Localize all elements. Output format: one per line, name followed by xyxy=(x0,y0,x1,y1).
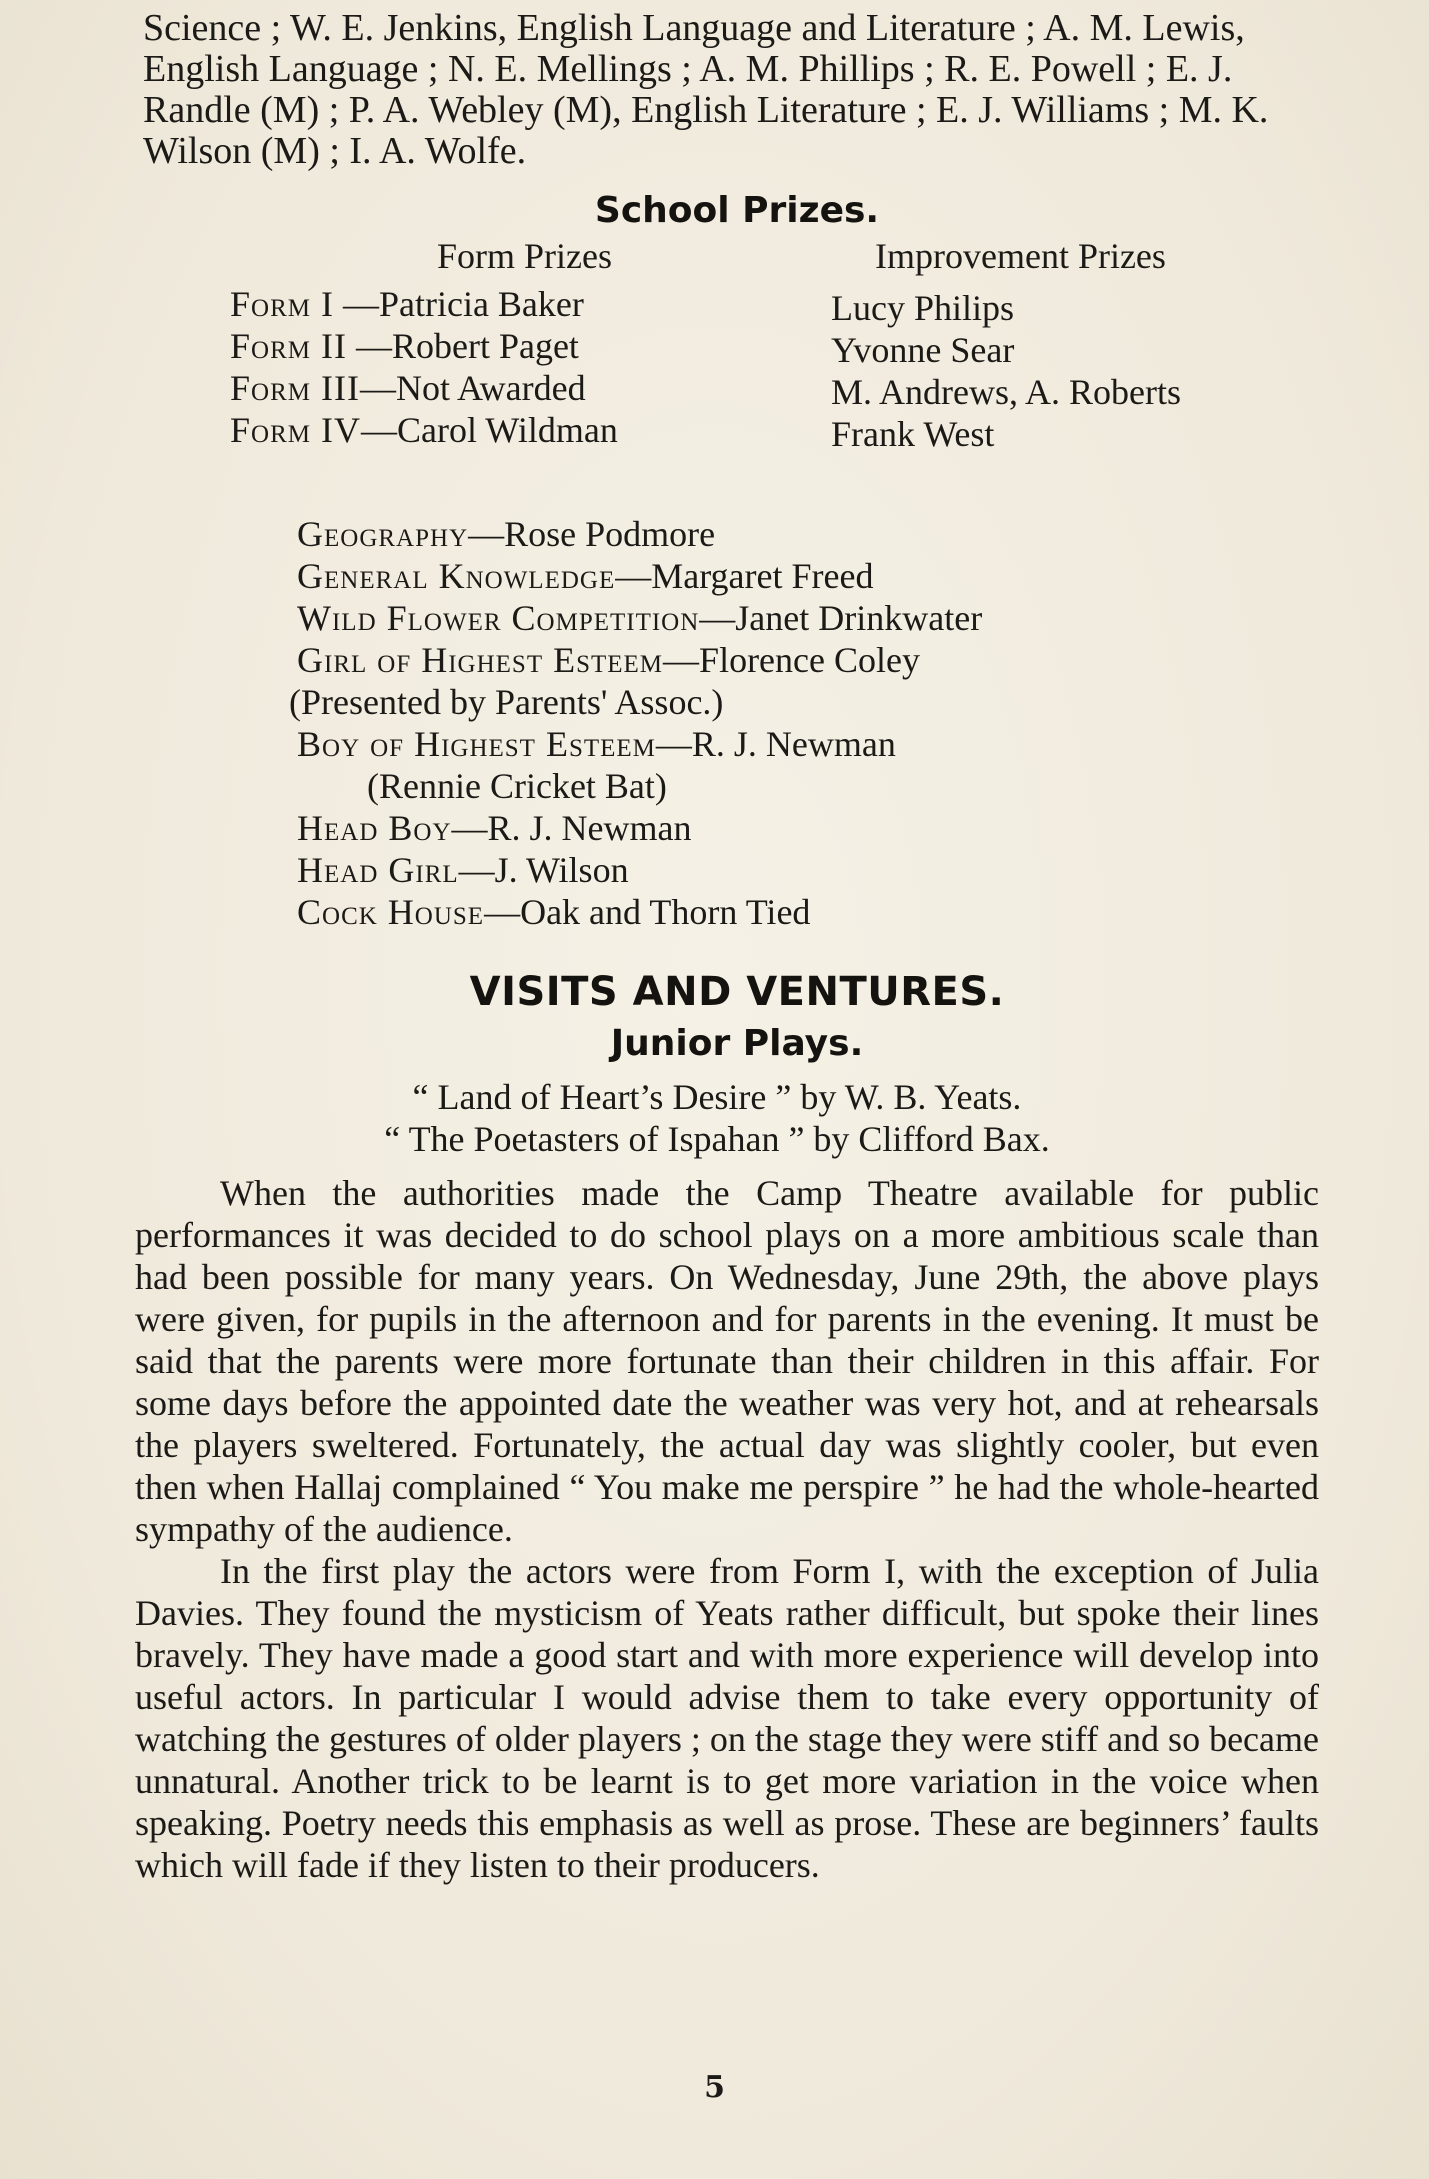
prize-winner: R. J. Newman xyxy=(691,724,896,764)
prize-winner: Rose Podmore xyxy=(504,514,716,554)
improvement-prizes-heading: Improvement Prizes xyxy=(875,236,1166,276)
play-title: “ Land of Heart’s Desire ” by W. B. Yeats. xyxy=(412,1077,1022,1117)
junior-plays-heading: Junior Plays. xyxy=(610,1023,864,1064)
prize-name: Head Girl xyxy=(297,850,459,890)
prize-name: Geography xyxy=(297,514,469,554)
special-prize-row: Head Girl—J. Wilson xyxy=(297,850,629,890)
prize-name: General Knowledge xyxy=(297,556,616,596)
special-prizes-list xyxy=(289,513,1339,933)
prize-winner: Florence Coley xyxy=(699,640,920,680)
form-prize-row xyxy=(230,367,618,409)
staff-list: Science ; W. E. Jenkins, English Language and Literature ; A. M. Lewis, English Language ; N. E. Mellings ; A. M. Phillips ; R. E. Powell ; E. J. Randle (M) ; P. A. Webley (M), English Literature ; E. J. Williams ; M. K. Wilson (M) ; I. A. Wolfe. xyxy=(143,7,1269,172)
form-name: Form II xyxy=(230,326,347,366)
form-prize-row xyxy=(230,409,618,451)
special-prize-row: Head Boy—R. J. Newman xyxy=(297,808,692,848)
school-prizes-heading: School Prizes. xyxy=(594,190,880,231)
separator: — xyxy=(333,284,379,324)
prize-note: (Presented by Parents' Assoc.) xyxy=(289,682,724,722)
visits-heading: VISITS AND VENTURES. xyxy=(469,969,1005,1015)
form-prize-winner: Carol Wildman xyxy=(396,410,618,450)
form-prize-winner: Patricia Baker xyxy=(378,284,584,324)
special-prize-row: Girl of Highest Esteem—Florence Coley xyxy=(297,640,920,680)
special-prize-row: Wild Flower Competition—Janet Drinkwater xyxy=(297,598,983,638)
form-prize-winner: Robert Paget xyxy=(391,326,579,366)
prize-winner: Margaret Freed xyxy=(651,556,874,596)
improvement-prize-winner: Yvonne Sear xyxy=(831,330,1015,370)
form-prizes-list xyxy=(230,283,618,451)
prize-name: Wild Flower Competition xyxy=(297,598,700,638)
form-prize-row xyxy=(230,325,618,367)
improvement-prize-winner: Frank West xyxy=(831,414,995,454)
prize-name: Boy of Highest Esteem xyxy=(297,724,656,764)
improvement-prizes-list xyxy=(831,287,1181,455)
prize-name: Head Boy xyxy=(297,808,452,848)
special-prize-row: General Knowledge—Margaret Freed xyxy=(297,556,874,596)
page-number: 5 xyxy=(704,2070,725,2105)
separator: — xyxy=(360,410,397,450)
article-body xyxy=(135,1172,1319,1886)
separator: — xyxy=(346,326,392,366)
prize-name: Cock House xyxy=(297,892,485,932)
prize-name: Girl of Highest Esteem xyxy=(297,640,664,680)
form-name: Form IV xyxy=(230,410,361,450)
form-prize-winner: Not Awarded xyxy=(395,368,586,408)
prize-columns xyxy=(135,235,1339,485)
separator: — xyxy=(359,368,396,408)
form-name: Form I xyxy=(230,284,334,324)
form-prizes-heading: Form Prizes xyxy=(437,236,612,276)
prize-winner: J. Wilson xyxy=(494,850,629,890)
paragraph: In the first play the actors were from Form I, with the exception of Julia Davies. They found the mysticism of Yeats rather difficult, but spoke their lines bravely. They have made a good start and with more experience will develop into useful actors. In particular I would advise them to take every opportunity of watching the gestures of older players ; on the stage they were stiff and so became unnatural. Another trick to be learnt is to get more variation in the voice when speaking. Poetry needs this emphasis as well as prose. These are beginners’ faults which will fade if they listen to their producers. xyxy=(135,1551,1319,1885)
special-prize-row: Boy of Highest Esteem—R. J. Newman xyxy=(297,724,896,764)
prize-winner: Janet Drinkwater xyxy=(735,598,983,638)
play-title: “ The Poetasters of Ispahan ” by Clifford Bax. xyxy=(384,1119,1050,1159)
form-name: Form III xyxy=(230,368,360,408)
special-prize-row: Geography—Rose Podmore xyxy=(297,514,716,554)
form-prize-row xyxy=(230,283,618,325)
paragraph: When the authorities made the Camp Theatre available for public performances it was decided to do school plays on a more ambitious scale than had been possible for many years. On Wednesday, June 29th, the above plays were given, for pupils in the afternoon and for parents in the evening. It must be said that the parents were more fortunate than their children in this affair. For some days before the appointed date the weather was very hot, and at rehearsals the players sweltered. Fortunately, the actual day was slightly cooler, but even then when Hallaj complained “ You make me perspire ” he had the whole-hearted sympathy of the audience. xyxy=(135,1173,1319,1549)
prize-winner: R. J. Newman xyxy=(487,808,692,848)
prize-winner: Oak and Thorn Tied xyxy=(520,892,811,932)
improvement-prize-winner: Lucy Philips xyxy=(831,288,1015,328)
improvement-prize-winner: M. Andrews, A. Roberts xyxy=(831,372,1181,412)
prize-note: (Rennie Cricket Bat) xyxy=(367,766,667,806)
special-prize-row: Cock House—Oak and Thorn Tied xyxy=(297,892,811,932)
plays-list xyxy=(95,1076,1339,1160)
